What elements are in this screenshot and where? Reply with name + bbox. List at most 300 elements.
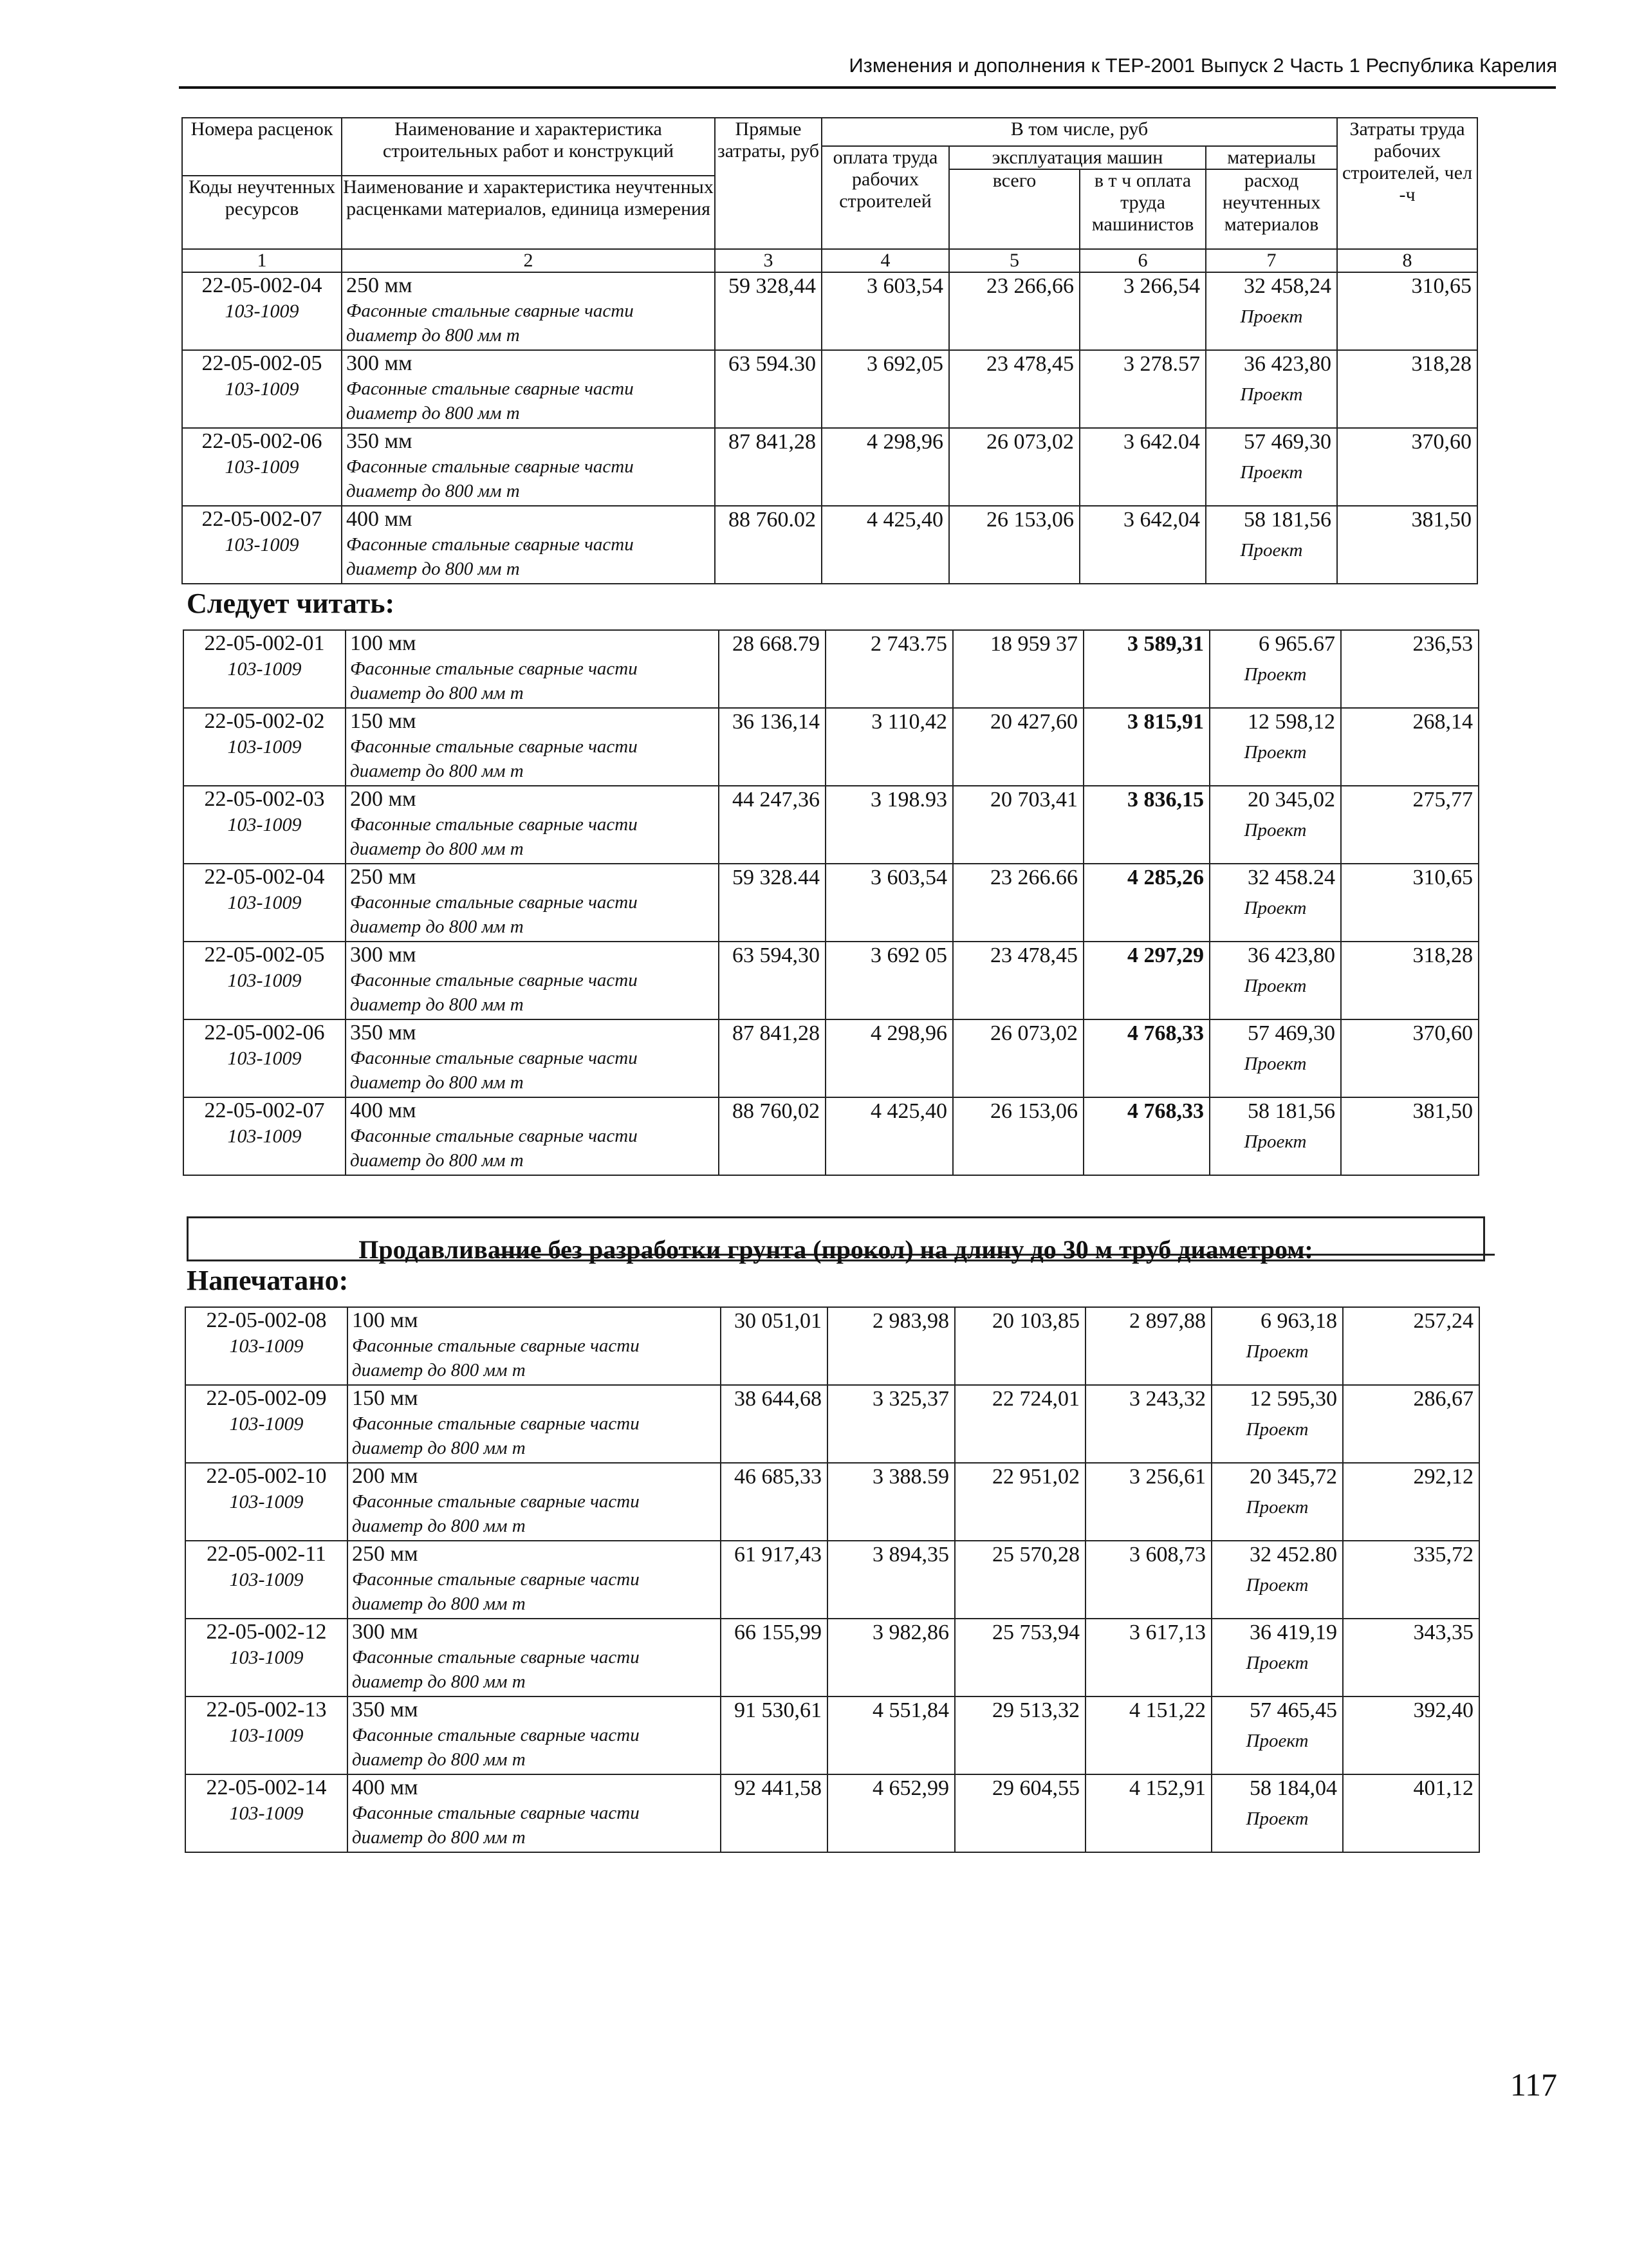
resource-name: Фасонные стальные сварные части — [350, 736, 638, 757]
table-row — [185, 1385, 1479, 1463]
labor-hours: 257,24 — [1343, 1307, 1479, 1385]
materials-cell — [1206, 428, 1337, 506]
machines-total: 20 427,60 — [953, 708, 1084, 786]
pipe-diameter: 400 мм — [352, 1776, 418, 1799]
materials-cell — [1210, 708, 1341, 786]
materials-cell — [1206, 272, 1337, 350]
work-name-cell — [346, 708, 719, 786]
labor-hours: 381,50 — [1337, 506, 1477, 584]
header-rate-numbers: Номера расценок — [182, 118, 342, 176]
labor-hours: 318,28 — [1341, 942, 1479, 1019]
worker-pay: 3 603,54 — [822, 272, 949, 350]
materials-cell — [1212, 1696, 1343, 1774]
rate-code: 22-05-002-02 — [204, 709, 325, 733]
work-name-cell — [346, 942, 719, 1019]
machinists-pay: 4 297,29 — [1084, 942, 1210, 1019]
rate-code-cell — [183, 1097, 346, 1175]
table-row — [183, 630, 1479, 708]
rate-code: 22-05-002-03 — [204, 787, 325, 811]
materials-cost: 20 345,02 — [1248, 788, 1335, 812]
machines-total: 23 266,66 — [949, 272, 1080, 350]
materials-cost: 57 465,45 — [1250, 1698, 1337, 1722]
labor-hours: 370,60 — [1341, 1019, 1479, 1097]
materials-cost: 36 419,19 — [1250, 1621, 1337, 1644]
resource-unit: диаметр до 800 мм т — [352, 1360, 526, 1380]
labor-hours: 401,12 — [1343, 1774, 1479, 1852]
resource-unit: диаметр до 800 мм т — [350, 1072, 524, 1093]
resource-code: 103-1009 — [227, 736, 302, 758]
column-numbers-row — [182, 249, 1477, 272]
direct-costs: 87 841,28 — [715, 428, 822, 506]
resource-code: 103-1009 — [229, 1335, 304, 1357]
rate-code-cell — [182, 428, 342, 506]
materials-cost: 12 598,12 — [1248, 710, 1335, 734]
worker-pay: 3 388.59 — [827, 1463, 955, 1541]
rate-code: 22-05-002-12 — [206, 1620, 327, 1644]
machines-total: 22 724,01 — [955, 1385, 1086, 1463]
resource-name: Фасонные стальные сварные части — [350, 1126, 638, 1146]
section-title-box — [187, 1216, 1485, 1264]
materials-cost: 32 458,24 — [1244, 274, 1332, 298]
materials-note: Проект — [1246, 1419, 1309, 1440]
worker-pay: 3 692,05 — [822, 350, 949, 428]
machinists-pay: 3 278.57 — [1080, 350, 1206, 428]
pipe-diameter: 250 мм — [350, 865, 416, 889]
table-row — [182, 350, 1477, 428]
resource-name: Фасонные стальные сварные части — [350, 814, 638, 835]
rate-code: 22-05-002-06 — [201, 429, 322, 453]
rate-code: 22-05-002-01 — [204, 631, 325, 655]
col-number: 4 — [822, 249, 949, 272]
direct-costs: 92 441,58 — [721, 1774, 827, 1852]
worker-pay: 4 298,96 — [826, 1019, 953, 1097]
machines-total: 29 513,32 — [955, 1696, 1086, 1774]
materials-cost: 32 452.80 — [1250, 1543, 1337, 1566]
work-name-cell — [347, 1541, 721, 1619]
rate-code-cell — [183, 630, 346, 708]
labor-hours: 318,28 — [1337, 350, 1477, 428]
materials-cost: 57 469,30 — [1244, 430, 1332, 454]
header-materials-consumption: расход неучтенных материалов — [1206, 169, 1337, 249]
pipe-diameter: 100 мм — [352, 1308, 418, 1332]
resource-code: 103-1009 — [225, 301, 299, 322]
header-material-name: Наименование и характеристика неучтенных расценками материалов, единица измерения — [342, 176, 715, 249]
machines-total: 26 073,02 — [949, 428, 1080, 506]
direct-costs: 44 247,36 — [719, 786, 826, 864]
rate-code-cell — [183, 864, 346, 942]
col-number: 7 — [1206, 249, 1337, 272]
worker-pay: 3 198.93 — [826, 786, 953, 864]
machines-total: 23 266.66 — [953, 864, 1084, 942]
rate-code: 22-05-002-11 — [207, 1542, 326, 1566]
rate-code-cell — [183, 1019, 346, 1097]
materials-note: Проект — [1240, 306, 1303, 327]
worker-pay: 4 425,40 — [822, 506, 949, 584]
materials-cost: 36 423,80 — [1248, 943, 1335, 967]
resource-code: 103-1009 — [229, 1569, 304, 1590]
worker-pay: 3 894,35 — [827, 1541, 955, 1619]
resource-name: Фасонные стальные сварные части — [352, 1491, 640, 1512]
machinists-pay: 4 151,22 — [1086, 1696, 1212, 1774]
worker-pay: 2 983,98 — [827, 1307, 955, 1385]
resource-name: Фасонные стальные сварные части — [352, 1647, 640, 1668]
table-row — [185, 1619, 1479, 1696]
machinists-pay: 3 256,61 — [1086, 1463, 1212, 1541]
machines-total: 20 703,41 — [953, 786, 1084, 864]
materials-note: Проект — [1246, 1731, 1309, 1751]
machinists-pay: 3 836,15 — [1084, 786, 1210, 864]
direct-costs: 63 594,30 — [719, 942, 826, 1019]
materials-note: Проект — [1246, 1341, 1309, 1362]
resource-unit: диаметр до 800 мм т — [352, 1594, 526, 1614]
direct-costs: 88 760.02 — [715, 506, 822, 584]
machines-total: 23 478,45 — [949, 350, 1080, 428]
machines-total: 26 073,02 — [953, 1019, 1084, 1097]
resource-code: 103-1009 — [229, 1413, 304, 1435]
header-worker-pay: оплата труда рабочих строителей — [822, 146, 949, 249]
resource-code: 103-1009 — [227, 1126, 302, 1147]
header-machinists-pay: в т ч оплата труда машинистов — [1080, 169, 1206, 249]
worker-pay: 3 110,42 — [826, 708, 953, 786]
rate-code-cell — [185, 1619, 347, 1696]
machines-total: 26 153,06 — [953, 1097, 1084, 1175]
resource-unit: диаметр до 800 мм т — [350, 683, 524, 703]
labor-hours: 335,72 — [1343, 1541, 1479, 1619]
rate-code-cell — [183, 942, 346, 1019]
work-name-cell — [342, 428, 715, 506]
worker-pay: 4 652,99 — [827, 1774, 955, 1852]
labor-hours: 370,60 — [1337, 428, 1477, 506]
table-row — [182, 428, 1477, 506]
resource-unit: диаметр до 800 мм т — [352, 1671, 526, 1692]
header-work-name: Наименование и характеристика строительных работ и конструкций — [342, 118, 715, 176]
work-name-cell — [342, 350, 715, 428]
col-number: 6 — [1080, 249, 1206, 272]
rate-code: 22-05-002-09 — [206, 1386, 327, 1410]
table-row — [183, 864, 1479, 942]
section-title: Продавливание без разработки грунта (прокол) на длину до 30 м труб диаметром: — [358, 1235, 1313, 1264]
resource-code: 103-1009 — [227, 658, 302, 680]
section-printed: Напечатано: — [187, 1265, 349, 1296]
table-row — [183, 1097, 1479, 1175]
machinists-pay: 4 768,33 — [1084, 1097, 1210, 1175]
resource-name: Фасонные стальные сварные части — [352, 1413, 640, 1434]
pipe-diameter: 400 мм — [350, 1099, 416, 1122]
work-name-cell — [346, 1097, 719, 1175]
resource-code: 103-1009 — [227, 1048, 302, 1069]
labor-hours: 236,53 — [1341, 630, 1479, 708]
table-row — [185, 1541, 1479, 1619]
labor-hours: 343,35 — [1343, 1619, 1479, 1696]
pipe-diameter: 300 мм — [352, 1620, 418, 1644]
labor-hours: 286,67 — [1343, 1385, 1479, 1463]
pipe-diameter: 100 мм — [350, 631, 416, 655]
materials-cost: 58 181,56 — [1244, 508, 1332, 532]
pipe-diameter: 150 мм — [352, 1386, 418, 1410]
machines-total: 18 959 37 — [953, 630, 1084, 708]
rate-code: 22-05-002-05 — [204, 943, 325, 967]
rate-code-cell — [185, 1541, 347, 1619]
col-number: 2 — [342, 249, 715, 272]
resource-name: Фасонные стальные сварные части — [350, 970, 638, 990]
work-name-cell — [346, 864, 719, 942]
materials-cell — [1212, 1774, 1343, 1852]
table-row — [182, 506, 1477, 584]
materials-note: Проект — [1244, 742, 1307, 763]
machines-total: 25 753,94 — [955, 1619, 1086, 1696]
resource-unit: диаметр до 800 мм т — [350, 916, 524, 937]
table-row — [183, 942, 1479, 1019]
resource-code: 103-1009 — [227, 970, 302, 991]
materials-cell — [1210, 630, 1341, 708]
col-number: 1 — [182, 249, 342, 272]
materials-note: Проект — [1240, 540, 1303, 561]
header-materials: материалы — [1206, 146, 1337, 169]
worker-pay: 3 692 05 — [826, 942, 953, 1019]
header-direct-costs: Прямые затраты, руб — [715, 118, 822, 249]
header-resource-codes: Коды неучтенных ресурсов — [182, 176, 342, 249]
resource-unit: диаметр до 800 мм т — [352, 1438, 526, 1458]
col-number: 3 — [715, 249, 822, 272]
materials-cost: 6 963,18 — [1261, 1309, 1337, 1333]
resource-name: Фасонные стальные сварные части — [352, 1569, 640, 1590]
col-number: 8 — [1337, 249, 1477, 272]
table-row — [185, 1463, 1479, 1541]
direct-costs: 46 685,33 — [721, 1463, 827, 1541]
pipe-diameter: 300 мм — [346, 351, 412, 375]
materials-note: Проект — [1246, 1808, 1309, 1829]
materials-cost: 58 184,04 — [1250, 1776, 1337, 1800]
resource-unit: диаметр до 800 мм т — [346, 403, 520, 423]
table-row — [183, 708, 1479, 786]
resource-unit: диаметр до 800 мм т — [350, 1150, 524, 1171]
materials-note: Проект — [1244, 1054, 1307, 1074]
rates-table-2 — [183, 629, 1479, 1176]
worker-pay: 3 982,86 — [827, 1619, 955, 1696]
direct-costs: 59 328,44 — [715, 272, 822, 350]
resource-unit: диаметр до 800 мм т — [346, 559, 520, 579]
labor-hours: 310,65 — [1341, 864, 1479, 942]
materials-note: Проект — [1246, 1497, 1309, 1518]
rate-code: 22-05-002-06 — [204, 1021, 325, 1045]
work-name-cell — [347, 1696, 721, 1774]
materials-cost: 32 458.24 — [1248, 866, 1335, 889]
direct-costs: 87 841,28 — [719, 1019, 826, 1097]
pipe-diameter: 350 мм — [350, 1021, 416, 1045]
resource-code: 103-1009 — [227, 814, 302, 835]
header-including: В том числе, руб — [822, 118, 1337, 146]
direct-costs: 63 594.30 — [715, 350, 822, 428]
materials-cost: 36 423,80 — [1244, 352, 1332, 376]
materials-note: Проект — [1244, 1131, 1307, 1152]
header-machines: эксплуатация машин — [949, 146, 1206, 169]
pipe-diameter: 300 мм — [350, 943, 416, 967]
machines-total: 23 478,45 — [953, 942, 1084, 1019]
machines-total: 22 951,02 — [955, 1463, 1086, 1541]
resource-code: 103-1009 — [229, 1725, 304, 1746]
rate-code: 22-05-002-04 — [201, 274, 322, 297]
resource-name: Фасонные стальные сварные части — [350, 1048, 638, 1068]
materials-cell — [1206, 506, 1337, 584]
resource-code: 103-1009 — [227, 892, 302, 913]
rate-code-cell — [182, 506, 342, 584]
machinists-pay: 3 642,04 — [1080, 506, 1206, 584]
direct-costs: 30 051,01 — [721, 1307, 827, 1385]
direct-costs: 28 668.79 — [719, 630, 826, 708]
rates-table-1 — [181, 117, 1478, 584]
labor-hours: 381,50 — [1341, 1097, 1479, 1175]
materials-note: Проект — [1244, 898, 1307, 918]
rate-code-cell — [185, 1385, 347, 1463]
machinists-pay: 3 815,91 — [1084, 708, 1210, 786]
materials-cell — [1210, 942, 1341, 1019]
resource-name: Фасонные стальные сварные части — [346, 301, 634, 321]
pipe-diameter: 400 мм — [346, 507, 412, 531]
rate-code: 22-05-002-04 — [204, 865, 325, 889]
rate-code-cell — [182, 272, 342, 350]
direct-costs: 91 530,61 — [721, 1696, 827, 1774]
work-name-cell — [347, 1463, 721, 1541]
resource-name: Фасонные стальные сварные части — [350, 658, 638, 679]
materials-cell — [1212, 1307, 1343, 1385]
worker-pay: 2 743.75 — [826, 630, 953, 708]
direct-costs: 38 644,68 — [721, 1385, 827, 1463]
resource-unit: диаметр до 800 мм т — [352, 1516, 526, 1536]
materials-note: Проект — [1244, 820, 1307, 841]
rate-code-cell — [183, 708, 346, 786]
materials-note: Проект — [1240, 384, 1303, 405]
materials-cost: 58 181,56 — [1248, 1099, 1335, 1123]
worker-pay: 4 551,84 — [827, 1696, 955, 1774]
resource-code: 103-1009 — [225, 534, 299, 555]
table-row — [183, 1019, 1479, 1097]
materials-cell — [1210, 864, 1341, 942]
machines-total: 26 153,06 — [949, 506, 1080, 584]
page-number: 117 — [1510, 2067, 1557, 2103]
worker-pay: 3 325,37 — [827, 1385, 955, 1463]
rate-code-cell — [182, 350, 342, 428]
work-name-cell — [342, 272, 715, 350]
labor-hours: 268,14 — [1341, 708, 1479, 786]
header-labor-hours: Затраты труда рабочих строителей, чел -ч — [1337, 118, 1477, 249]
direct-costs: 61 917,43 — [721, 1541, 827, 1619]
work-name-cell — [342, 506, 715, 584]
rate-code-cell — [185, 1463, 347, 1541]
header-rule — [179, 86, 1556, 89]
machinists-pay: 2 897,88 — [1086, 1307, 1212, 1385]
machinists-pay: 4 285,26 — [1084, 864, 1210, 942]
machinists-pay: 4 768,33 — [1084, 1019, 1210, 1097]
machinists-pay: 3 617,13 — [1086, 1619, 1212, 1696]
work-name-cell — [346, 786, 719, 864]
rate-code: 22-05-002-10 — [206, 1464, 327, 1488]
direct-costs: 66 155,99 — [721, 1619, 827, 1696]
resource-code: 103-1009 — [229, 1647, 304, 1668]
materials-cell — [1212, 1463, 1343, 1541]
rates-table-3 — [185, 1306, 1480, 1853]
materials-note: Проект — [1244, 664, 1307, 685]
labor-hours: 275,77 — [1341, 786, 1479, 864]
direct-costs: 59 328.44 — [719, 864, 826, 942]
resource-unit: диаметр до 800 мм т — [350, 994, 524, 1015]
work-name-cell — [346, 1019, 719, 1097]
materials-cell — [1210, 1097, 1341, 1175]
direct-costs: 88 760,02 — [719, 1097, 826, 1175]
machinists-pay: 3 243,32 — [1086, 1385, 1212, 1463]
page-header: Изменения и дополнения к ТЕР-2001 Выпуск 2 Часть 1 Республика Карелия — [849, 54, 1557, 77]
machinists-pay: 3 608,73 — [1086, 1541, 1212, 1619]
rate-code-cell — [185, 1774, 347, 1852]
machinists-pay: 4 152,91 — [1086, 1774, 1212, 1852]
materials-note: Проект — [1244, 976, 1307, 996]
rate-code-cell — [183, 786, 346, 864]
labor-hours: 392,40 — [1343, 1696, 1479, 1774]
work-name-cell — [347, 1307, 721, 1385]
pipe-diameter: 350 мм — [346, 429, 412, 453]
resource-name: Фасонные стальные сварные части — [352, 1725, 640, 1745]
resource-unit: диаметр до 800 мм т — [352, 1749, 526, 1770]
rate-code-cell — [185, 1307, 347, 1385]
resource-unit: диаметр до 800 мм т — [352, 1827, 526, 1848]
materials-note: Проект — [1246, 1653, 1309, 1673]
table-row — [185, 1696, 1479, 1774]
resource-unit: диаметр до 800 мм т — [346, 325, 520, 346]
labor-hours: 292,12 — [1343, 1463, 1479, 1541]
rate-code: 22-05-002-07 — [201, 507, 322, 531]
materials-cost: 20 345,72 — [1250, 1465, 1337, 1489]
machinists-pay: 3 266,54 — [1080, 272, 1206, 350]
pipe-diameter: 200 мм — [350, 787, 416, 811]
materials-cost: 57 469,30 — [1248, 1021, 1335, 1045]
rate-code: 22-05-002-13 — [206, 1698, 327, 1722]
machines-total: 20 103,85 — [955, 1307, 1086, 1385]
resource-code: 103-1009 — [229, 1491, 304, 1512]
resource-name: Фасонные стальные сварные части — [352, 1803, 640, 1823]
materials-cell — [1212, 1385, 1343, 1463]
pipe-diameter: 350 мм — [352, 1698, 418, 1722]
materials-cell — [1212, 1619, 1343, 1696]
work-name-cell — [347, 1774, 721, 1852]
header-machines-total: всего — [949, 169, 1080, 249]
table-row — [185, 1774, 1479, 1852]
materials-note: Проект — [1240, 462, 1303, 483]
resource-name: Фасонные стальные сварные части — [346, 534, 634, 555]
work-name-cell — [346, 630, 719, 708]
table-row — [182, 272, 1477, 350]
resource-unit: диаметр до 800 мм т — [346, 481, 520, 501]
materials-cost: 12 595,30 — [1250, 1387, 1337, 1411]
resource-name: Фасонные стальные сварные части — [352, 1335, 640, 1356]
materials-cell — [1210, 786, 1341, 864]
materials-note: Проект — [1246, 1575, 1309, 1595]
table-row — [185, 1307, 1479, 1385]
resource-name: Фасонные стальные сварные части — [346, 456, 634, 477]
work-name-cell — [347, 1385, 721, 1463]
rate-code: 22-05-002-07 — [204, 1099, 325, 1122]
machinists-pay: 3 589,31 — [1084, 630, 1210, 708]
materials-cell — [1206, 350, 1337, 428]
resource-unit: диаметр до 800 мм т — [350, 839, 524, 859]
pipe-diameter: 250 мм — [346, 274, 412, 297]
col-number: 5 — [949, 249, 1080, 272]
rate-code: 22-05-002-05 — [201, 351, 322, 375]
resource-code: 103-1009 — [225, 456, 299, 478]
rate-code: 22-05-002-08 — [206, 1308, 327, 1332]
materials-cost: 6 965.67 — [1259, 632, 1335, 656]
machines-total: 29 604,55 — [955, 1774, 1086, 1852]
resource-unit: диаметр до 800 мм т — [350, 761, 524, 781]
direct-costs: 36 136,14 — [719, 708, 826, 786]
